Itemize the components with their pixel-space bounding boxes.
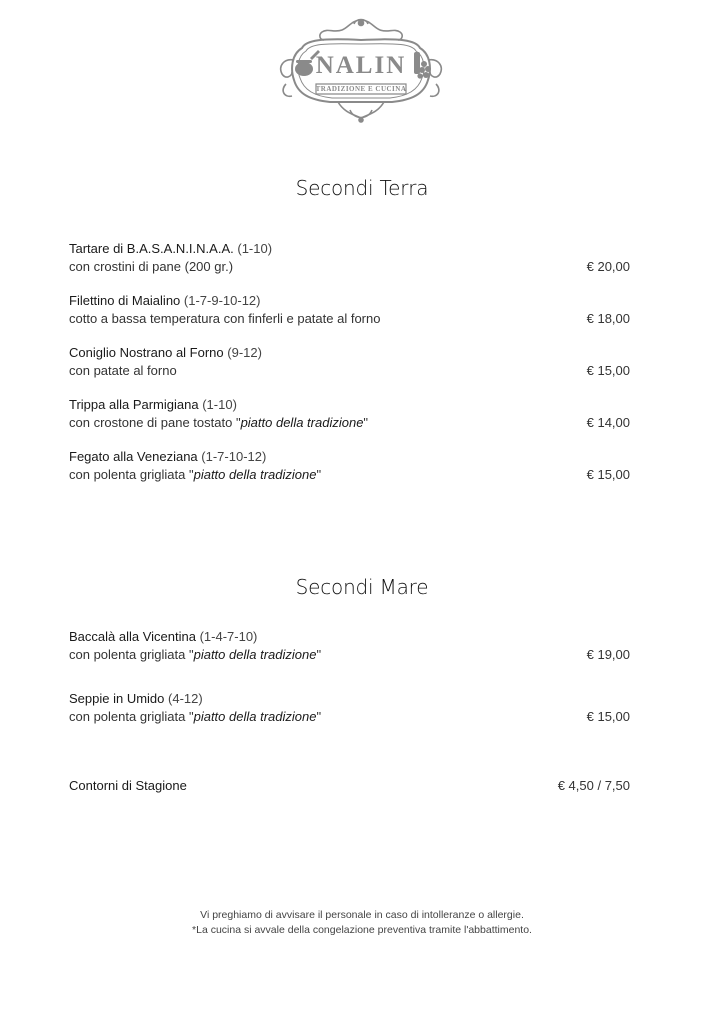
allergy-notice-line2: *La cucina si avvale della congelazione preventiva tramite l'abbattimento. — [192, 924, 532, 936]
allergy-notice — [0, 908, 724, 938]
menu-item — [69, 690, 630, 726]
dish-name: Trippa alla Parmigiana — [69, 397, 199, 412]
dish-allergens: (1-7-10-12) — [201, 449, 267, 464]
dish-price: € 20,00 — [586, 259, 630, 274]
dish-price: € 4,50 / 7,50 — [557, 778, 630, 793]
dish-description-end: " — [316, 467, 322, 482]
dish-allergens: (1-4-7-10) — [199, 629, 258, 644]
dish-price: € 15,00 — [586, 363, 630, 378]
dish-price: € 15,00 — [586, 709, 630, 724]
dish-description-italic: piatto della tradizione — [193, 709, 317, 724]
allergy-notice-line1: Vi preghiamo di avvisare il personale in caso di intolleranze o allergie. — [200, 909, 524, 921]
dish-allergens: (9-12) — [227, 345, 262, 360]
dish-name: Filettino di Maialino — [69, 293, 181, 308]
dish-name: Coniglio Nostrano al Forno — [69, 345, 224, 360]
section-title-terra: Secondi Terra — [295, 176, 429, 200]
menu-item — [69, 396, 630, 432]
dish-description: con crostini di pane (200 gr.) — [69, 259, 234, 274]
menu-item — [69, 292, 630, 328]
dish-description: con polenta grigliata " — [69, 647, 194, 662]
dish-allergens: (1-10) — [202, 397, 237, 412]
dish-name: Tartare di B.A.S.A.N.I.N.A.A. — [69, 241, 234, 256]
dish-description-end: " — [316, 647, 322, 662]
dish-description-end: " — [363, 415, 369, 430]
dish-price: € 19,00 — [586, 647, 630, 662]
dish-name: Contorni di Stagione — [69, 778, 187, 793]
dish-description: con polenta grigliata " — [69, 709, 194, 724]
menu-item — [69, 628, 630, 664]
dish-allergens: (1-7-9-10-12) — [183, 293, 261, 308]
menu-item — [69, 448, 630, 484]
dish-description: con crostone di pane tostato " — [69, 415, 241, 430]
logo-name: NALIN — [315, 52, 407, 79]
dish-name: Baccalà alla Vicentina — [69, 629, 196, 644]
menu-item-contorni — [69, 777, 630, 795]
dish-description-italic: piatto della tradizione — [193, 467, 317, 482]
dish-allergens: (4-12) — [168, 691, 203, 706]
dish-description-italic: piatto della tradizione — [193, 647, 317, 662]
restaurant-logo — [272, 14, 450, 126]
dish-price: € 15,00 — [586, 467, 630, 482]
dish-description: cotto a bassa temperatura con finferli e patate al forno — [69, 311, 381, 326]
dish-allergens: (1-10) — [237, 241, 273, 256]
logo-tagline: TRADIZIONE E CUCINA — [315, 85, 407, 93]
menu-item — [69, 344, 630, 380]
dish-description: con polenta grigliata " — [69, 467, 194, 482]
menu-item — [69, 240, 630, 276]
dish-price: € 14,00 — [586, 415, 630, 430]
dish-description-italic: piatto della tradizione — [240, 415, 364, 430]
dish-price: € 18,00 — [586, 311, 630, 326]
dish-description-end: " — [316, 709, 322, 724]
dish-name: Fegato alla Veneziana — [69, 449, 198, 464]
dish-description: con patate al forno — [69, 363, 177, 378]
dish-name: Seppie in Umido — [69, 691, 165, 706]
section-title-mare: Secondi Mare — [295, 575, 429, 599]
